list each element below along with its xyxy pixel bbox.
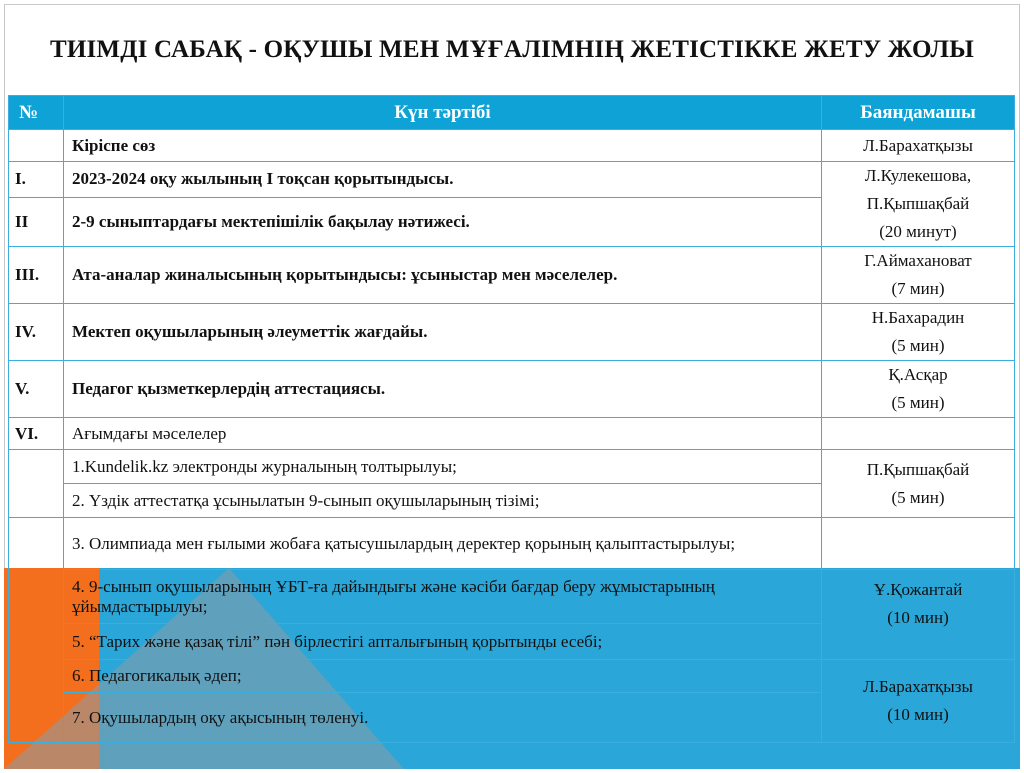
row-agenda: 7. Оқушылардың оқу ақысының төленуі. bbox=[64, 693, 822, 743]
table-row bbox=[9, 130, 1015, 162]
speaker-duration: (5 мин) bbox=[891, 393, 945, 412]
row-speaker bbox=[822, 450, 1015, 518]
row-speaker bbox=[822, 570, 1015, 660]
speaker-duration: (20 минут) bbox=[879, 222, 957, 241]
header-number: № bbox=[9, 96, 64, 130]
row-number: I. bbox=[9, 162, 64, 198]
speaker-name: П.Қыпшақбай bbox=[866, 459, 970, 479]
speaker-duration: (5 мин) bbox=[891, 336, 945, 355]
row-speaker bbox=[822, 361, 1015, 418]
row-agenda: 5. “Тарих және қазақ тілі” пән бірлестігі апталығының қорытынды есебі; bbox=[64, 624, 822, 660]
row-speaker-empty bbox=[822, 418, 1015, 450]
table-row bbox=[9, 361, 1015, 418]
agenda-table bbox=[8, 95, 1015, 743]
table-row bbox=[9, 660, 1015, 693]
speaker-duration: (5 мин) bbox=[891, 487, 945, 507]
row-agenda: 2. Үздік аттестатқа ұсынылатын 9-сынып оқушыларының тізімі; bbox=[64, 484, 822, 518]
speaker-name: Л.Барахатқызы bbox=[863, 135, 973, 155]
row-agenda: Кіріспе сөз bbox=[64, 130, 822, 162]
speaker-name: Л.Кулекешова, bbox=[864, 166, 972, 185]
speaker-duration: (10 мин) bbox=[887, 608, 949, 627]
header-speaker: Баяндамашы bbox=[822, 96, 1015, 130]
row-number: VI. bbox=[9, 418, 64, 450]
speaker-name: Л.Барахатқызы bbox=[863, 677, 973, 696]
header-agenda: Күн тәртібі bbox=[64, 96, 822, 130]
row-number bbox=[9, 518, 64, 743]
table-row bbox=[9, 162, 1015, 198]
page-title: ТИІМДІ САБАҚ - ОҚУШЫ МЕН МҰҒАЛІМНІҢ ЖЕТІСТІККЕ ЖЕТУ ЖОЛЫ bbox=[49, 36, 975, 63]
row-speaker bbox=[822, 162, 1015, 247]
speaker-name: Г.Аймахановат bbox=[864, 251, 972, 270]
row-agenda: Мектеп оқушыларының әлеуметтік жағдайы. bbox=[64, 304, 822, 361]
table-header-row bbox=[9, 96, 1015, 130]
row-speaker-empty bbox=[822, 518, 1015, 570]
row-number: V. bbox=[9, 361, 64, 418]
row-agenda: 4. 9-сынып оқушыларының ҰБТ-ға дайындығы және кәсіби бағдар беру жұмыстарының ұйымдастырылуы; bbox=[64, 570, 822, 624]
row-number: III. bbox=[9, 247, 64, 304]
speaker-name: Ұ.Қожантай bbox=[873, 580, 963, 599]
row-speaker bbox=[822, 247, 1015, 304]
row-agenda: 2023-2024 оқу жылының І тоқсан қорытындысы. bbox=[64, 162, 822, 198]
row-speaker bbox=[822, 660, 1015, 743]
speaker-name: П.Қыпшақбай bbox=[866, 194, 970, 213]
row-number: II bbox=[9, 197, 64, 246]
row-agenda: 2-9 сыныптардағы мектепішілік бақылау нәтижесі. bbox=[64, 197, 822, 246]
row-agenda: Педагог қызметкерлердің аттестациясы. bbox=[64, 361, 822, 418]
row-number bbox=[9, 130, 64, 162]
row-agenda: Ағымдағы мәселелер bbox=[64, 418, 822, 450]
row-agenda: Ата-аналар жиналысының қорытындысы: ұсыныстар мен мәселелер. bbox=[64, 247, 822, 304]
row-speaker bbox=[822, 130, 1015, 162]
table-row bbox=[9, 304, 1015, 361]
table-row bbox=[9, 418, 1015, 450]
speaker-name: Н.Бахарадин bbox=[871, 308, 965, 327]
table-row bbox=[9, 518, 1015, 570]
speaker-duration: (7 мин) bbox=[891, 279, 945, 298]
row-speaker bbox=[822, 304, 1015, 361]
row-number bbox=[9, 450, 64, 518]
row-agenda: 1.Kundelik.kz электронды журналының толтырылуы; bbox=[64, 450, 822, 484]
row-number: IV. bbox=[9, 304, 64, 361]
row-agenda: 3. Олимпиада мен ғылыми жобаға қатысушылардың деректер қорының қалыптастырылуы; bbox=[64, 518, 822, 570]
table-row bbox=[9, 247, 1015, 304]
table-row bbox=[9, 570, 1015, 624]
speaker-duration: (10 мин) bbox=[887, 705, 949, 724]
row-agenda: 6. Педагогикалық әдеп; bbox=[64, 660, 822, 693]
table-row bbox=[9, 450, 1015, 484]
speaker-name: Қ.Асқар bbox=[888, 365, 948, 384]
